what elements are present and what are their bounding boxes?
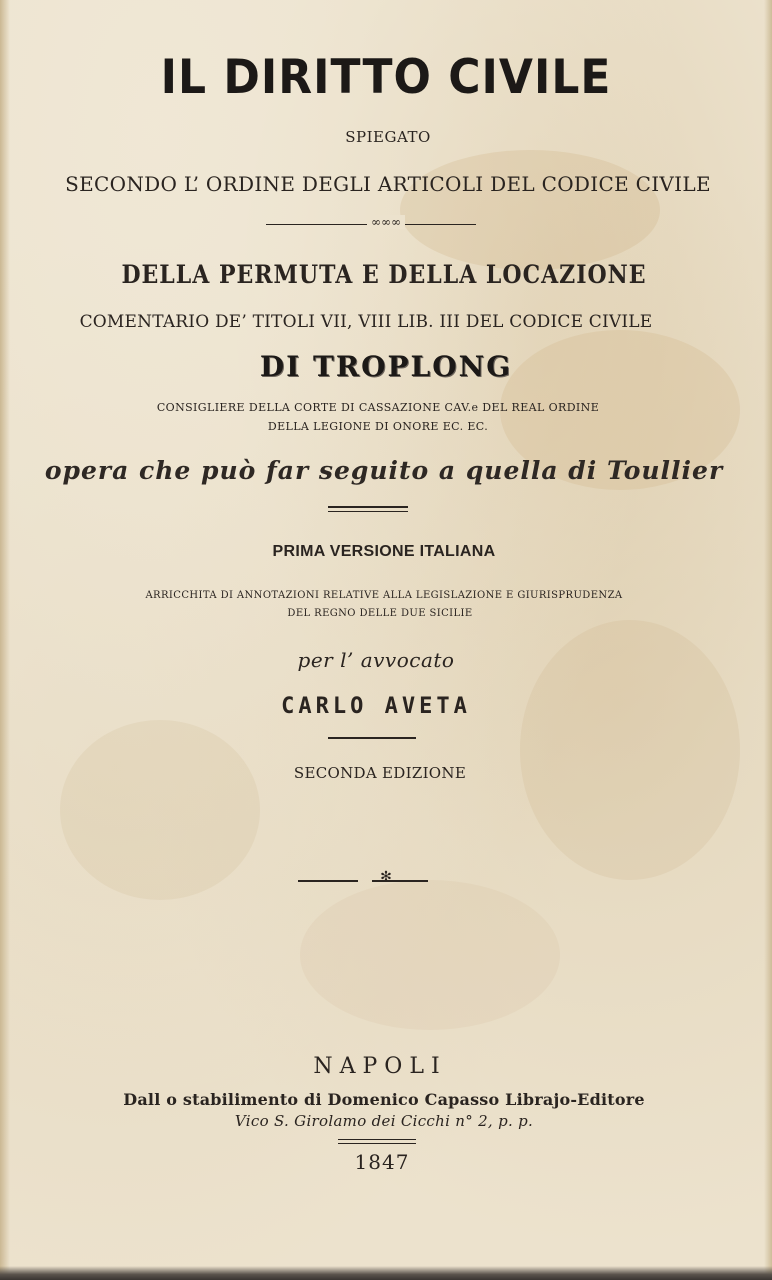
imprint-publisher: Dall o stabilimento di Domenico Capasso Librajo-Editore [123, 1090, 645, 1109]
double-rule-bottom [328, 511, 408, 512]
short-rule [328, 737, 416, 739]
annotations-line: DEL REGNO DELLE DUE SICILIE [287, 608, 473, 619]
edition-version: PRIMA VERSIONE ITALIANA [272, 543, 496, 560]
fleuron-ornament: ✻ [380, 869, 392, 885]
imprint-address: Vico S. Girolamo dei Cicchi n° 2, p. p. [234, 1112, 534, 1130]
paper-stain [300, 880, 560, 1030]
paper-stain [400, 150, 660, 270]
translator-name: CARLO AVETA [281, 694, 471, 719]
imprint-year: 1847 [354, 1150, 410, 1174]
author-title-line: DELLA LEGIONE DI ONORE EC. EC. [267, 420, 489, 433]
ornament-rule-right [372, 880, 428, 882]
imprint-city: NAPOLI [313, 1054, 447, 1079]
year-rule-bottom [338, 1143, 416, 1144]
translator-intro: per l’ avvocato [297, 648, 455, 672]
work-note: opera che può far seguito a quella di Toullier [44, 456, 724, 485]
edition: SECONDA EDIZIONE [293, 764, 467, 782]
commentary-line: COMENTARIO DE’ TITOLI VII, VIII LIB. III DEL CODICE CIVILE [79, 312, 653, 332]
section-title: DELLA PERMUTA E DELLA LOCAZIONE [121, 260, 647, 290]
divider-ornament: ∞∞∞ [0, 215, 772, 229]
year-rule-top [338, 1139, 416, 1140]
annotations-line: ARRICCHITA DI ANNOTAZIONI RELATIVE ALLA LEGISLAZIONE E GIURISPRUDENZA [145, 590, 623, 601]
book-title: IL DIRITTO CIVILE [160, 49, 612, 106]
subtitle-spiegato: SPIEGATO [345, 128, 431, 146]
double-rule-top [328, 506, 408, 508]
author-name: DI TROPLONG [259, 350, 513, 383]
subtitle-order: SECONDO L’ ORDINE DEGLI ARTICOLI DEL CODICE CIVILE [65, 172, 711, 196]
book-bottom-edge [0, 1266, 772, 1280]
author-title-line: CONSIGLIERE DELLA CORTE DI CASSAZIONE CAV.e DEL REAL ORDINE [156, 401, 600, 414]
